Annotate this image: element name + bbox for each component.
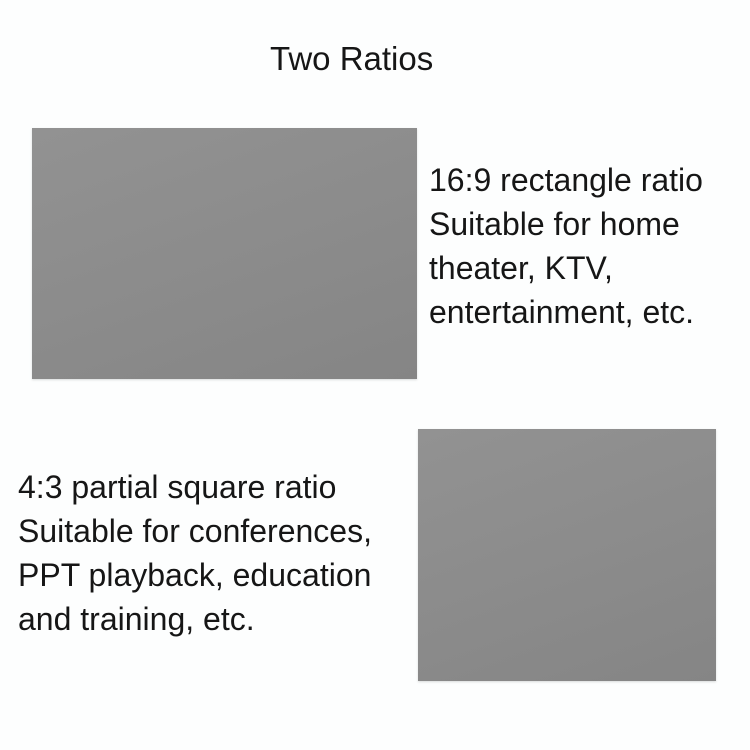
caption-4-3-line-1: 4:3 partial square ratio — [18, 469, 337, 505]
caption-16-9-line-1: 16:9 rectangle ratio — [429, 162, 703, 198]
caption-16-9 — [429, 158, 703, 334]
caption-4-3 — [18, 465, 372, 641]
screen-4-3-preview — [418, 429, 716, 681]
caption-4-3-line-3: PPT playback, education — [18, 557, 372, 593]
caption-4-3-line-2: Suitable for conferences, — [18, 513, 372, 549]
screen-16-9-preview — [32, 128, 417, 379]
page-title: Two Ratios — [270, 40, 434, 77]
caption-4-3-line-4: and training, etc. — [18, 601, 255, 637]
caption-16-9-line-2: Suitable for home — [429, 206, 680, 242]
caption-16-9-line-4: entertainment, etc. — [429, 294, 695, 330]
caption-16-9-line-3: theater, KTV, — [429, 250, 613, 286]
